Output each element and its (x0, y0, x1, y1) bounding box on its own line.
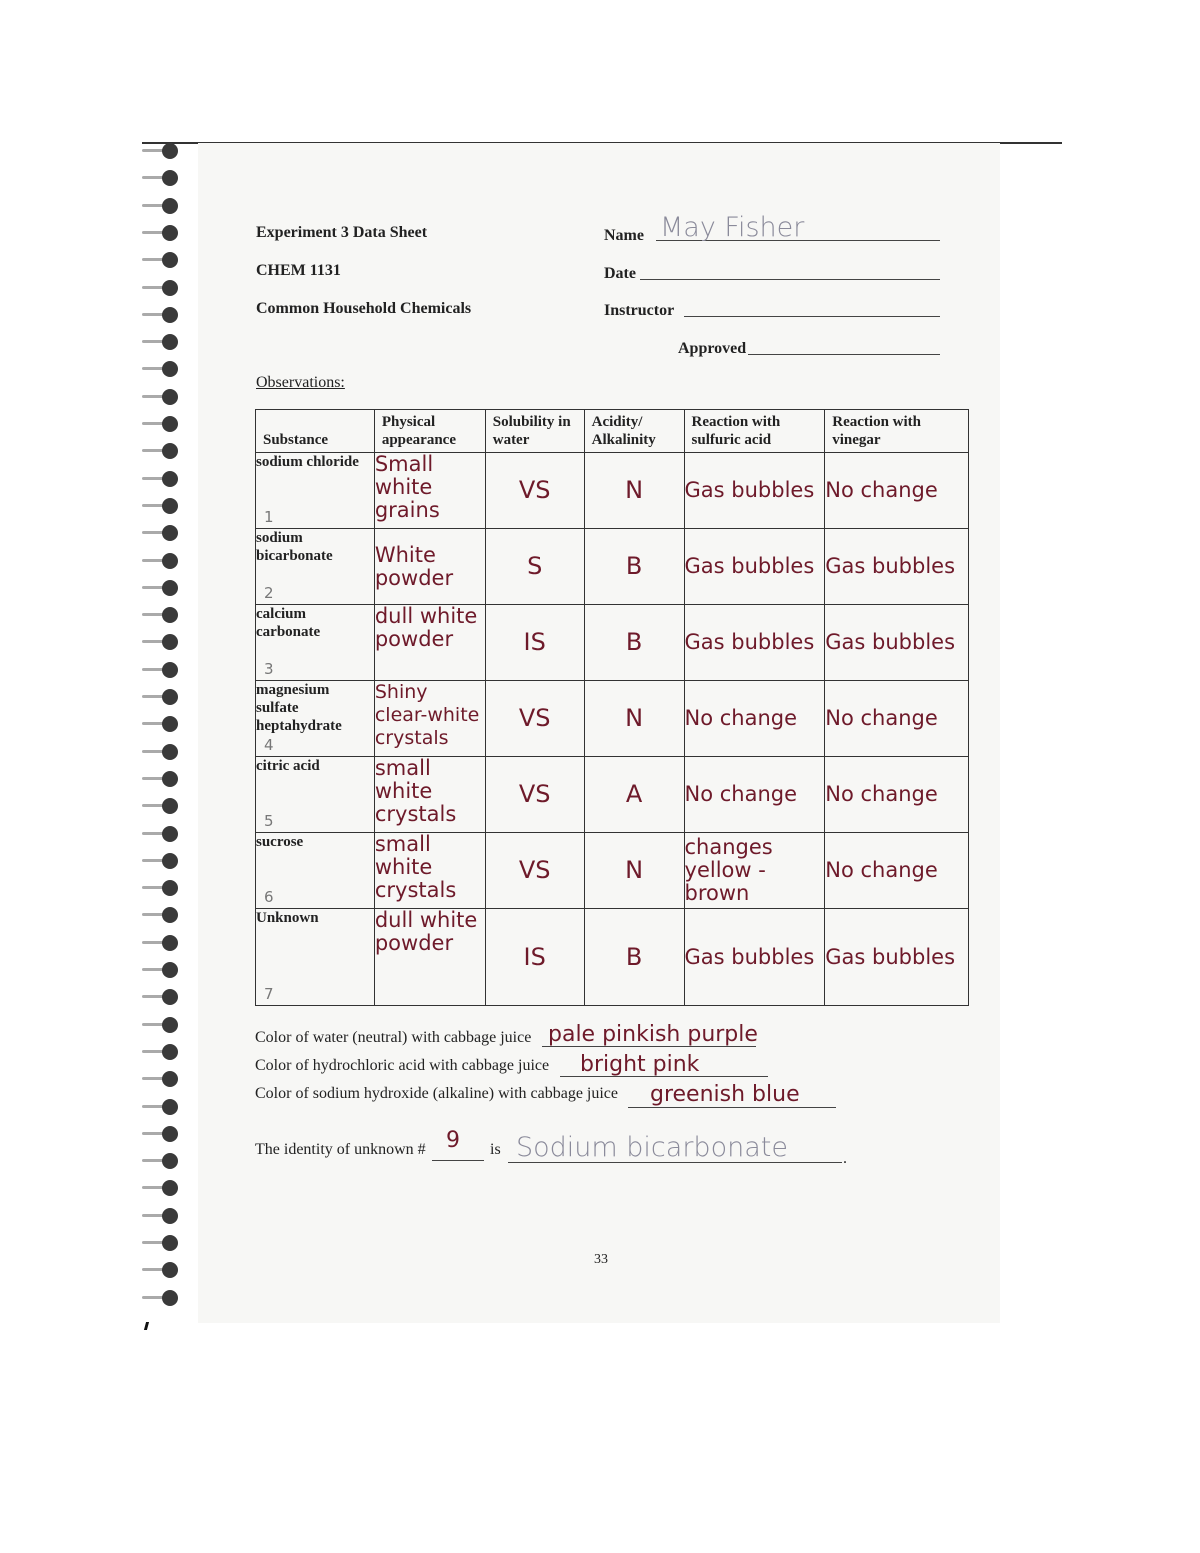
binding-ring (142, 197, 182, 215)
vinegar-cell: No change (825, 681, 969, 757)
acidity-cell: N (584, 681, 684, 757)
row-number: 3 (264, 660, 274, 678)
substance-cell (256, 681, 375, 757)
binding-ring (142, 552, 182, 570)
experiment-title: Experiment 3 Data Sheet (256, 224, 428, 241)
binding-ring (142, 633, 182, 651)
naoh-color-line (628, 1107, 836, 1108)
substance-name: magnesium sulfate heptahydrate (256, 682, 342, 734)
row-number: 4 (264, 736, 274, 754)
binding-ring (142, 333, 182, 351)
binding-ring (142, 743, 182, 761)
substance-cell (256, 453, 375, 529)
row-number: 1 (264, 508, 274, 526)
instructor-line (684, 316, 940, 317)
binding-ring (142, 606, 182, 624)
acidity-cell: N (584, 833, 684, 909)
binding-ring (142, 1043, 182, 1061)
binding-ring (142, 825, 182, 843)
binding-ring (142, 388, 182, 406)
vinegar-cell: No change (825, 757, 969, 833)
solubility-cell: VS (485, 681, 584, 757)
binding-ring (142, 934, 182, 952)
solubility-cell: S (485, 529, 584, 605)
date-label: Date (604, 265, 636, 282)
sheet-title: Common Household Chemicals (256, 300, 472, 317)
column-header: Substance (256, 410, 375, 453)
physical-cell: small white crystals (374, 833, 485, 909)
substance-cell (256, 833, 375, 909)
sulfuric-cell: changes yellow - brown (684, 833, 825, 909)
naoh-color-value: greenish blue (650, 1082, 800, 1107)
binding-ring (142, 879, 182, 897)
binding-ring (142, 279, 182, 297)
substance-name: calcium carbonate (256, 606, 321, 640)
unknown-prefix: The identity of unknown # (255, 1141, 426, 1158)
column-header: Reaction with sulfuric acid (684, 410, 825, 453)
hcl-color-label: Color of hydrochloric acid with cabbage juice (255, 1057, 550, 1074)
table-row (256, 605, 969, 681)
column-header: Reaction with vinegar (825, 410, 969, 453)
solubility-cell: IS (485, 909, 584, 1006)
table-row (256, 529, 969, 605)
observations-label: Observations: (256, 374, 345, 391)
binding-ring (142, 1179, 182, 1197)
row-number: 7 (264, 985, 274, 1003)
binding-ring (142, 770, 182, 788)
vinegar-cell: Gas bubbles (825, 529, 969, 605)
acidity-cell: B (584, 529, 684, 605)
approved-line (748, 354, 940, 355)
binding-ring (142, 524, 182, 542)
binding-ring (142, 1289, 182, 1307)
water-color-label: Color of water (neutral) with cabbage juice (255, 1029, 532, 1046)
physical-cell: dull white powder (374, 605, 485, 681)
binding-ring (142, 360, 182, 378)
row-number: 2 (264, 584, 274, 602)
name-value: May Fisher (660, 212, 805, 243)
page-number: 33 (594, 1252, 608, 1267)
physical-cell: small white crystals (374, 757, 485, 833)
course-code: CHEM 1131 (256, 262, 341, 279)
water-color-value: pale pinkish purple (548, 1022, 758, 1047)
hcl-color-value: bright pink (580, 1052, 700, 1077)
sulfuric-cell: Gas bubbles (684, 909, 825, 1006)
binding-ring (142, 306, 182, 324)
physical-cell: dull white powder (374, 909, 485, 1006)
solubility-cell: IS (485, 605, 584, 681)
row-number: 5 (264, 812, 274, 830)
unknown-number-line (432, 1160, 484, 1161)
substance-name: sodium bicarbonate (256, 530, 333, 564)
substance-name: citric acid (256, 758, 320, 774)
binding-ring (142, 169, 182, 187)
acidity-cell: N (584, 453, 684, 529)
table-row (256, 453, 969, 529)
vinegar-cell: Gas bubbles (825, 909, 969, 1006)
table-row (256, 757, 969, 833)
binding-ring (142, 1070, 182, 1088)
acidity-cell: B (584, 909, 684, 1006)
unknown-identity: Sodium bicarbonate (516, 1132, 788, 1163)
column-header: Solubility in water (485, 410, 584, 453)
substance-cell (256, 529, 375, 605)
binding-ring (142, 1234, 182, 1252)
date-line (640, 279, 940, 280)
substance-name: sucrose (256, 834, 304, 850)
physical-cell: White powder (374, 529, 485, 605)
is-label: is (490, 1141, 501, 1158)
solubility-cell: VS (485, 757, 584, 833)
binding-ring (142, 688, 182, 706)
binding-ring (142, 797, 182, 815)
row-number: 6 (264, 888, 274, 906)
binding-ring (142, 497, 182, 515)
sulfuric-cell: No change (684, 757, 825, 833)
approved-label: Approved (678, 340, 747, 357)
unknown-number: 9 (446, 1128, 460, 1153)
table-row (256, 681, 969, 757)
binding-ring (142, 1125, 182, 1143)
acidity-cell: A (584, 757, 684, 833)
instructor-label: Instructor (604, 302, 675, 319)
binding-ring (142, 906, 182, 924)
substance-name: sodium chloride (256, 454, 359, 470)
binding-ring (142, 142, 182, 160)
vinegar-cell: No change (825, 833, 969, 909)
sentence-period: . (843, 1150, 847, 1167)
binding-ring (142, 442, 182, 460)
binding-ring (142, 715, 182, 733)
binding-ring (142, 251, 182, 269)
name-label: Name (604, 227, 644, 244)
substance-cell (256, 909, 375, 1006)
vinegar-cell: Gas bubbles (825, 605, 969, 681)
spiral-binding (142, 142, 188, 1312)
binding-ring (142, 1152, 182, 1170)
table-row (256, 833, 969, 909)
sulfuric-cell: Gas bubbles (684, 605, 825, 681)
binding-ring (142, 1016, 182, 1034)
sulfuric-cell: Gas bubbles (684, 453, 825, 529)
binding-ring (142, 579, 182, 597)
physical-cell: Small white grains (374, 453, 485, 529)
table-row (256, 909, 969, 1006)
observations-table (255, 409, 969, 1006)
binding-ring (142, 961, 182, 979)
binding-ring (142, 852, 182, 870)
binding-ring (142, 415, 182, 433)
binding-ring (142, 988, 182, 1006)
sulfuric-cell: Gas bubbles (684, 529, 825, 605)
binding-ring (142, 661, 182, 679)
naoh-color-label: Color of sodium hydroxide (alkaline) with cabbage juice (255, 1085, 619, 1102)
solubility-cell: VS (485, 833, 584, 909)
column-header: Acidity/ Alkalinity (584, 410, 684, 453)
substance-name: Unknown (256, 910, 319, 926)
binding-ring (142, 1261, 182, 1279)
sulfuric-cell: No change (684, 681, 825, 757)
binding-ring (142, 224, 182, 242)
binding-ring (142, 1207, 182, 1225)
physical-cell: Shiny clear-white crystals (374, 681, 485, 757)
vinegar-cell: No change (825, 453, 969, 529)
solubility-cell: VS (485, 453, 584, 529)
substance-cell (256, 757, 375, 833)
substance-cell (256, 605, 375, 681)
column-header: Physical appearance (374, 410, 485, 453)
binding-ring (142, 470, 182, 488)
acidity-cell: B (584, 605, 684, 681)
binding-ring (142, 1098, 182, 1116)
table-header-row (256, 410, 969, 453)
stray-mark (144, 1322, 149, 1330)
